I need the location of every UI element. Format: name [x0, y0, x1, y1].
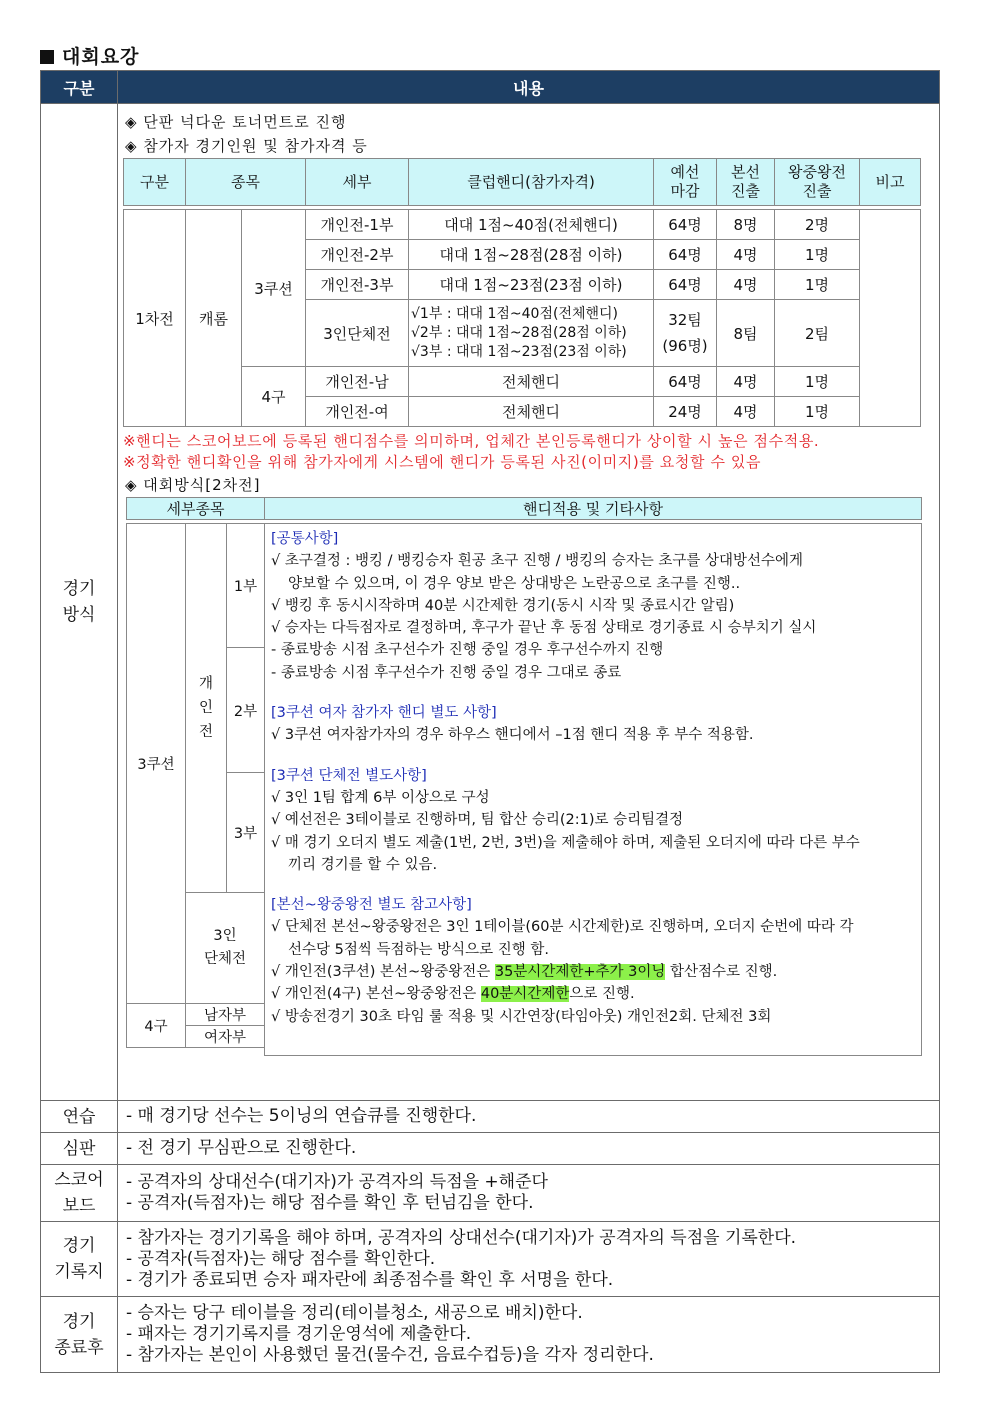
handicap-note-1: ※핸디는 스코어보드에 등록된 핸디점수를 의미하며, 업체간 본인등록핸디가 상이할 시 높은 점수적용. — [123, 432, 820, 450]
sub-3cushion: 3쿠션 — [242, 210, 306, 367]
th-king: 왕중왕전 진출 — [775, 159, 860, 206]
content-game-method — [118, 104, 940, 1101]
th-detail: 세부 — [306, 159, 409, 206]
th-category: 구분 — [124, 159, 186, 206]
row-game-method — [41, 104, 940, 1101]
div-1: 1부 — [227, 524, 265, 648]
div-3: 3부 — [227, 773, 265, 893]
row-record: 경기 기록지 - 참가자는 경기기록을 해야 하며, 공격자의 상대선수(대기자)가 공격자의 득점을 기록한다. - 공격자(득점자)는 해당 점수를 확인한다. - 경기가 종료되면 승자 패자란에 최종점수를 확인 후 서명을 한다. — [41, 1222, 940, 1297]
participant-table — [123, 158, 921, 427]
header-content: 내용 — [118, 71, 940, 104]
highlight-40min: 40분시간제한 — [480, 986, 570, 1003]
individual-cell: 개 인 전 — [186, 524, 227, 893]
table-row: 4구 개인전-남 전체핸디 64명 4명 1명 — [124, 367, 921, 397]
female-division: 여자부 — [186, 1026, 265, 1048]
male-division: 남자부 — [186, 1004, 265, 1026]
row-after-game: 경기 종료후 - 승자는 당구 테이블을 정리(테이블청소, 새공으로 배치)한다. - 패자는 경기기록지를 경기운영석에 제출한다. - 참가자는 본인이 사용했던 물건(물수건, 음료수컵등)을 각자 정리한다. — [41, 1297, 940, 1373]
team-cell: 3인 단체전 — [186, 893, 265, 1004]
table-row: 개인전-3부 대대 1점~23점(23점 이하) 64명 4명 1명 — [124, 270, 921, 300]
sub-4ball: 4구 — [242, 367, 306, 427]
table-row: 3인단체전 √1부 : 대대 1점~40점(전체핸디) √2부 : 대대 1점~28점(28점 이하) √3부 : 대대 1점~23점(23점 이하) 32팀 (96명) 8팀 2팀 — [124, 300, 921, 367]
th-handi-etc: 핸디적용 및 기타사항 — [265, 498, 922, 520]
th-event: 종목 — [186, 159, 306, 206]
remark-cell — [860, 210, 921, 427]
header-category: 구분 — [41, 71, 118, 104]
bullet-knockdown: ◈ 단판 넉다운 토너먼트로 진행 — [125, 113, 347, 131]
header-row — [41, 71, 940, 104]
table-row: 개인전-2부 대대 1점~28점(28점 이하) 64명 4명 1명 — [124, 240, 921, 270]
cat-3cushion: 3쿠션 — [127, 524, 186, 1004]
bullet-participants: ◈ 참가자 경기인원 및 참가자격 등 — [125, 137, 368, 155]
square-bullet-icon — [40, 50, 54, 64]
th-prelim: 예선 마감 — [654, 159, 717, 206]
event-cell: 캐롬 — [186, 210, 242, 427]
row-scoreboard: 스코어 보드 - 공격자의 상대선수(대기자)가 공격자의 득점을 +해준다 - 공격자(득점자)는 해당 점수를 확인 후 턴넘김을 한다. — [41, 1165, 940, 1222]
label-game-method: 경기 방식 — [41, 104, 118, 1101]
th-main: 본선 진출 — [717, 159, 775, 206]
th-sub-event: 세부종목 — [127, 498, 265, 520]
tournament-rules-table — [40, 70, 940, 1373]
section-title: 대회요강 — [40, 42, 139, 69]
format-table — [126, 497, 922, 1056]
cat-4ball: 4구 — [127, 1004, 186, 1048]
row-practice: 연습 - 매 경기당 선수는 5이닝의 연습큐를 진행한다. — [41, 1101, 940, 1133]
th-club-handi: 클럽핸디(참가자격) — [409, 159, 654, 206]
team-handi-list: √1부 : 대대 1점~40점(전체핸디) √2부 : 대대 1점~28점(28점 이하) √3부 : 대대 1점~23점(23점 이하) — [409, 300, 654, 367]
round-cell: 1차전 — [124, 210, 186, 427]
row-referee: 심판 - 전 경기 무심판으로 진행한다. — [41, 1133, 940, 1165]
highlight-35min: 35분시간제한+추가 3이닝 — [494, 964, 666, 981]
table-row: 1차전 캐롬 3쿠션 개인전-1부 대대 1점~40점(전체핸디) 64명 8명 2명 — [124, 210, 921, 240]
format-title: ◈ 대회방식[2차전] — [125, 476, 261, 494]
div-2: 2부 — [227, 648, 265, 773]
th-remark: 비고 — [860, 159, 921, 206]
table-row: 개인전-여 전체핸디 24명 4명 1명 — [124, 397, 921, 427]
rules-text: [공통사항] √ 초구결정 : 뱅킹 / 뱅킹승자 흰공 초구 진행 / 뱅킹의 승자는 초구를 상대방선수에게 양보할 수 있으며, 이 경우 양보 받은 상대방은 노란공으로 초구를 진행.. √ 뱅킹 후 동시시작하며 40분 시간제한 경기(동시 시작 및 종료시간 알림) √ 승자는 다득점자로 결정하며, 후구가 끝난 후 동점 상태로 경기종료 시 승부치기 실시 - 종료방송 시점 초구선수가 진행 중일 경우 후구선수까지 진행 - 종료방송 시점 후구선수가 진행 중일 경우 그대로 종료 [3쿠션 여자 참가자 핸디 별도 사항] √ 3쿠션 여자참가자의 경우 하우스 핸디에서 –1점 핸디 적용 후 부수 적용함. [3쿠션 단체전 별도사항] √ 3인 1팀 합계 6부 이상으로 구성 √ 예선전은 3테이블로 진행하며, 팀 합산 승리(2:1)로 승리팀결정 √ 매 경기 오더지 별도 제출(1번, 2번, 3번)을 제출해야 하며, 제출된 오더지에 따라 다른 부수 끼리 경기를 할 수 있음. [본선~왕중왕전 별도 참고사항] √ 단체전 본선~왕중왕전은 3인 1테이블(60분 시간제한)로 진행하며, 오더지 순번에 따라 각 선수당 5점씩 득점하는 방식으로 진행 함. √ 개인전(3쿠션) 본선~왕중왕전은 35분시간제한+추가 3이닝 합산점수로 진행. √ 개인전(4구) 본선~왕중왕전은 40분시간제한으로 진행. √ 방송전경기 30초 타임 룰 적용 및 시간연장(타임아웃) 개인전2회. 단체전 3회 — [265, 524, 922, 1056]
handicap-note-2: ※정확한 핸디확인을 위해 참가자에게 시스템에 핸디가 등록된 사진(이미지)를 요청할 수 있음 — [123, 453, 762, 471]
